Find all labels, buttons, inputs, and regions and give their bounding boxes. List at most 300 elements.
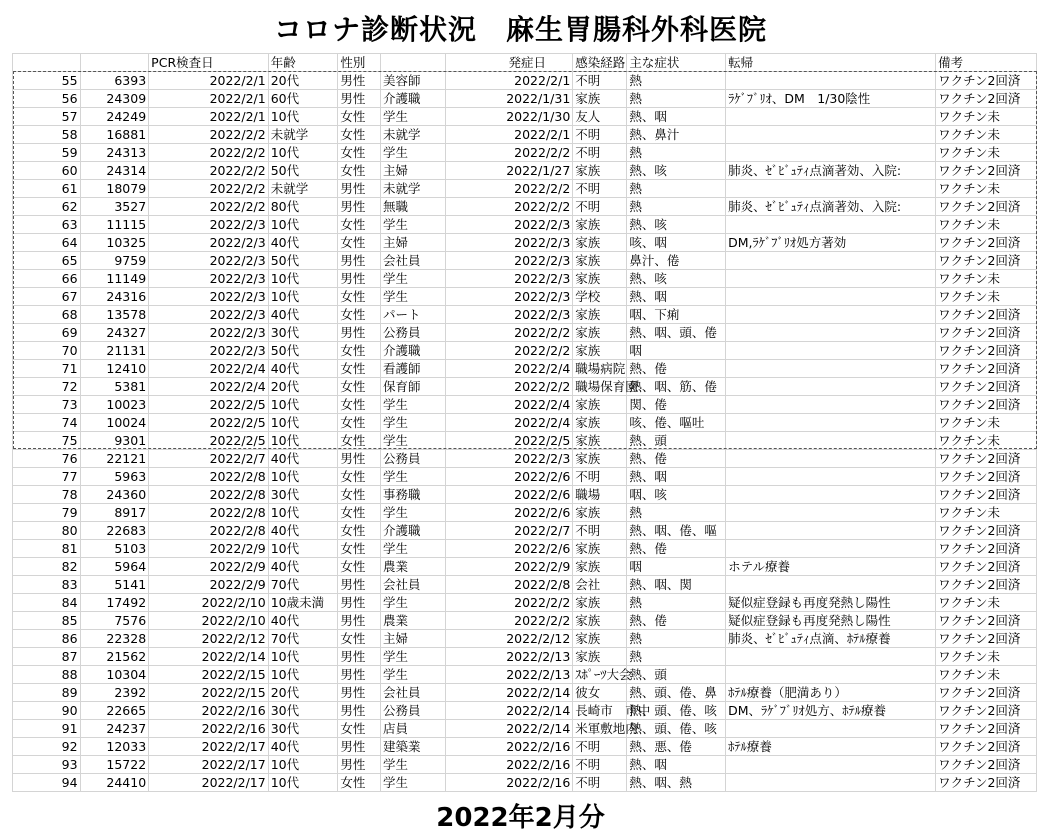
- pcr-date-cell[interactable]: 2022/2/5: [149, 396, 269, 414]
- onset-date-cell[interactable]: 2022/2/3: [446, 306, 573, 324]
- infection-route-cell[interactable]: 家族: [573, 90, 627, 108]
- patient-id-cell[interactable]: 22683: [80, 522, 149, 540]
- symptoms-cell[interactable]: 熱: [627, 198, 726, 216]
- remarks-cell[interactable]: ワクチン未: [936, 288, 1037, 306]
- age-cell[interactable]: 40代: [268, 360, 338, 378]
- case-number-cell[interactable]: 88: [13, 666, 81, 684]
- outcome-cell[interactable]: [726, 126, 936, 144]
- symptoms-cell[interactable]: 熱、倦: [627, 540, 726, 558]
- occupation-cell[interactable]: 学生: [380, 216, 445, 234]
- patient-id-cell[interactable]: 11149: [80, 270, 149, 288]
- patient-id-cell[interactable]: 24249: [80, 108, 149, 126]
- pcr-date-cell[interactable]: 2022/2/2: [149, 198, 269, 216]
- patient-id-cell[interactable]: 24360: [80, 486, 149, 504]
- case-number-cell[interactable]: 75: [13, 432, 81, 450]
- pcr-date-cell[interactable]: 2022/2/1: [149, 90, 269, 108]
- remarks-cell[interactable]: ワクチン2回済: [936, 90, 1037, 108]
- symptoms-cell[interactable]: 熱、頭: [627, 666, 726, 684]
- patient-id-cell[interactable]: 5141: [80, 576, 149, 594]
- occupation-cell[interactable]: 主婦: [380, 630, 445, 648]
- onset-date-cell[interactable]: 2022/2/2: [446, 180, 573, 198]
- sex-cell[interactable]: 男性: [338, 198, 381, 216]
- sex-cell[interactable]: 男性: [338, 594, 381, 612]
- occupation-cell[interactable]: 無職: [380, 198, 445, 216]
- case-number-cell[interactable]: 61: [13, 180, 81, 198]
- age-cell[interactable]: 30代: [268, 486, 338, 504]
- patient-id-cell[interactable]: 22328: [80, 630, 149, 648]
- remarks-cell[interactable]: ワクチン2回済: [936, 378, 1037, 396]
- symptoms-cell[interactable]: 熱、咽、倦、嘔: [627, 522, 726, 540]
- pcr-date-cell[interactable]: 2022/2/17: [149, 774, 269, 792]
- sex-cell[interactable]: 女性: [338, 360, 381, 378]
- occupation-cell[interactable]: 主婦: [380, 162, 445, 180]
- pcr-date-cell[interactable]: 2022/2/3: [149, 306, 269, 324]
- infection-route-cell[interactable]: 家族: [573, 540, 627, 558]
- remarks-cell[interactable]: ワクチン2回済: [936, 162, 1037, 180]
- case-number-cell[interactable]: 86: [13, 630, 81, 648]
- remarks-cell[interactable]: ワクチン2回済: [936, 450, 1037, 468]
- case-number-cell[interactable]: 73: [13, 396, 81, 414]
- patient-id-cell[interactable]: 2392: [80, 684, 149, 702]
- onset-date-cell[interactable]: 2022/2/14: [446, 720, 573, 738]
- case-number-cell[interactable]: 87: [13, 648, 81, 666]
- infection-route-cell[interactable]: 家族: [573, 450, 627, 468]
- sex-cell[interactable]: 女性: [338, 774, 381, 792]
- patient-id-cell[interactable]: 24410: [80, 774, 149, 792]
- onset-date-cell[interactable]: 2022/2/2: [446, 594, 573, 612]
- sex-cell[interactable]: 男性: [338, 738, 381, 756]
- symptoms-cell[interactable]: 熱、咽: [627, 288, 726, 306]
- remarks-cell[interactable]: ワクチン2回済: [936, 198, 1037, 216]
- patient-id-cell[interactable]: 24327: [80, 324, 149, 342]
- occupation-cell[interactable]: 学生: [380, 432, 445, 450]
- onset-date-cell[interactable]: 2022/2/3: [446, 288, 573, 306]
- age-cell[interactable]: 40代: [268, 450, 338, 468]
- occupation-cell[interactable]: 主婦: [380, 234, 445, 252]
- header-cell[interactable]: 発症日: [446, 54, 573, 72]
- symptoms-cell[interactable]: 熱、倦: [627, 360, 726, 378]
- symptoms-cell[interactable]: 熱、咳: [627, 270, 726, 288]
- remarks-cell[interactable]: ワクチン2回済: [936, 486, 1037, 504]
- header-cell[interactable]: PCR検査日: [149, 54, 269, 72]
- case-number-cell[interactable]: 82: [13, 558, 81, 576]
- symptoms-cell[interactable]: 熱: [627, 648, 726, 666]
- sex-cell[interactable]: 男性: [338, 612, 381, 630]
- patient-id-cell[interactable]: 24237: [80, 720, 149, 738]
- outcome-cell[interactable]: [726, 468, 936, 486]
- symptoms-cell[interactable]: 熱、咽: [627, 468, 726, 486]
- outcome-cell[interactable]: [726, 432, 936, 450]
- case-number-cell[interactable]: 71: [13, 360, 81, 378]
- patient-id-cell[interactable]: 5103: [80, 540, 149, 558]
- onset-date-cell[interactable]: 2022/2/7: [446, 522, 573, 540]
- pcr-date-cell[interactable]: 2022/2/2: [149, 126, 269, 144]
- remarks-cell[interactable]: ワクチン未: [936, 594, 1037, 612]
- symptoms-cell[interactable]: 咳、咽: [627, 234, 726, 252]
- onset-date-cell[interactable]: 2022/2/16: [446, 774, 573, 792]
- remarks-cell[interactable]: ワクチン2回済: [936, 576, 1037, 594]
- outcome-cell[interactable]: [726, 72, 936, 90]
- patient-id-cell[interactable]: 11115: [80, 216, 149, 234]
- symptoms-cell[interactable]: 熱、倦: [627, 450, 726, 468]
- sex-cell[interactable]: 女性: [338, 432, 381, 450]
- pcr-date-cell[interactable]: 2022/2/2: [149, 180, 269, 198]
- infection-route-cell[interactable]: 家族: [573, 612, 627, 630]
- age-cell[interactable]: 10代: [268, 648, 338, 666]
- symptoms-cell[interactable]: 熱: [627, 90, 726, 108]
- occupation-cell[interactable]: 美容師: [380, 72, 445, 90]
- onset-date-cell[interactable]: 2022/2/4: [446, 396, 573, 414]
- infection-route-cell[interactable]: 不明: [573, 72, 627, 90]
- remarks-cell[interactable]: ワクチン未: [936, 432, 1037, 450]
- infection-route-cell[interactable]: 不明: [573, 522, 627, 540]
- occupation-cell[interactable]: 学生: [380, 288, 445, 306]
- symptoms-cell[interactable]: 関、倦: [627, 396, 726, 414]
- onset-date-cell[interactable]: 2022/2/6: [446, 468, 573, 486]
- occupation-cell[interactable]: 介護職: [380, 90, 445, 108]
- case-number-cell[interactable]: 80: [13, 522, 81, 540]
- age-cell[interactable]: 10代: [268, 396, 338, 414]
- case-number-cell[interactable]: 65: [13, 252, 81, 270]
- age-cell[interactable]: 10代: [268, 270, 338, 288]
- pcr-date-cell[interactable]: 2022/2/14: [149, 648, 269, 666]
- onset-date-cell[interactable]: 2022/2/2: [446, 342, 573, 360]
- case-number-cell[interactable]: 79: [13, 504, 81, 522]
- pcr-date-cell[interactable]: 2022/2/9: [149, 576, 269, 594]
- occupation-cell[interactable]: 学生: [380, 414, 445, 432]
- sex-cell[interactable]: 男性: [338, 72, 381, 90]
- sex-cell[interactable]: 女性: [338, 342, 381, 360]
- pcr-date-cell[interactable]: 2022/2/3: [149, 234, 269, 252]
- patient-id-cell[interactable]: 16881: [80, 126, 149, 144]
- age-cell[interactable]: 10代: [268, 288, 338, 306]
- case-number-cell[interactable]: 58: [13, 126, 81, 144]
- outcome-cell[interactable]: [726, 270, 936, 288]
- pcr-date-cell[interactable]: 2022/2/3: [149, 342, 269, 360]
- outcome-cell[interactable]: [726, 486, 936, 504]
- pcr-date-cell[interactable]: 2022/2/15: [149, 684, 269, 702]
- infection-route-cell[interactable]: 彼女: [573, 684, 627, 702]
- age-cell[interactable]: 50代: [268, 162, 338, 180]
- outcome-cell[interactable]: DM,ﾗｹﾞﾌﾞﾘｵ処方著効: [726, 234, 936, 252]
- occupation-cell[interactable]: 学生: [380, 504, 445, 522]
- infection-route-cell[interactable]: 家族: [573, 306, 627, 324]
- patient-id-cell[interactable]: 9759: [80, 252, 149, 270]
- onset-date-cell[interactable]: 2022/2/13: [446, 666, 573, 684]
- case-number-cell[interactable]: 78: [13, 486, 81, 504]
- remarks-cell[interactable]: ワクチン2回済: [936, 558, 1037, 576]
- symptoms-cell[interactable]: 熱、頭、倦、鼻: [627, 684, 726, 702]
- infection-route-cell[interactable]: 不明: [573, 144, 627, 162]
- patient-id-cell[interactable]: 24316: [80, 288, 149, 306]
- case-number-cell[interactable]: 89: [13, 684, 81, 702]
- outcome-cell[interactable]: [726, 378, 936, 396]
- age-cell[interactable]: 80代: [268, 198, 338, 216]
- pcr-date-cell[interactable]: 2022/2/4: [149, 360, 269, 378]
- outcome-cell[interactable]: 疑似症登録も再度発熱し陽性: [726, 612, 936, 630]
- outcome-cell[interactable]: [726, 342, 936, 360]
- pcr-date-cell[interactable]: 2022/2/3: [149, 270, 269, 288]
- case-number-cell[interactable]: 55: [13, 72, 81, 90]
- sex-cell[interactable]: 女性: [338, 540, 381, 558]
- onset-date-cell[interactable]: 2022/2/6: [446, 486, 573, 504]
- case-number-cell[interactable]: 63: [13, 216, 81, 234]
- case-number-cell[interactable]: 56: [13, 90, 81, 108]
- infection-route-cell[interactable]: 家族: [573, 630, 627, 648]
- remarks-cell[interactable]: ワクチン未: [936, 666, 1037, 684]
- pcr-date-cell[interactable]: 2022/2/8: [149, 504, 269, 522]
- sex-cell[interactable]: 男性: [338, 702, 381, 720]
- case-number-cell[interactable]: 77: [13, 468, 81, 486]
- pcr-date-cell[interactable]: 2022/2/9: [149, 540, 269, 558]
- sex-cell[interactable]: 女性: [338, 288, 381, 306]
- age-cell[interactable]: 10代: [268, 108, 338, 126]
- occupation-cell[interactable]: 学生: [380, 594, 445, 612]
- occupation-cell[interactable]: 農業: [380, 558, 445, 576]
- case-number-cell[interactable]: 57: [13, 108, 81, 126]
- onset-date-cell[interactable]: 2022/2/2: [446, 324, 573, 342]
- age-cell[interactable]: 10代: [268, 774, 338, 792]
- infection-route-cell[interactable]: 学校: [573, 288, 627, 306]
- pcr-date-cell[interactable]: 2022/2/5: [149, 414, 269, 432]
- onset-date-cell[interactable]: 2022/1/30: [446, 108, 573, 126]
- patient-id-cell[interactable]: 10304: [80, 666, 149, 684]
- pcr-date-cell[interactable]: 2022/2/3: [149, 216, 269, 234]
- patient-id-cell[interactable]: 18079: [80, 180, 149, 198]
- pcr-date-cell[interactable]: 2022/2/1: [149, 108, 269, 126]
- symptoms-cell[interactable]: 熱: [627, 180, 726, 198]
- symptoms-cell[interactable]: 熱、咽: [627, 108, 726, 126]
- onset-date-cell[interactable]: 2022/1/31: [446, 90, 573, 108]
- remarks-cell[interactable]: ワクチン2回済: [936, 630, 1037, 648]
- infection-route-cell[interactable]: 家族: [573, 252, 627, 270]
- onset-date-cell[interactable]: 2022/2/4: [446, 360, 573, 378]
- age-cell[interactable]: 30代: [268, 720, 338, 738]
- remarks-cell[interactable]: ワクチン未: [936, 180, 1037, 198]
- occupation-cell[interactable]: 農業: [380, 612, 445, 630]
- onset-date-cell[interactable]: 2022/2/5: [446, 432, 573, 450]
- remarks-cell[interactable]: ワクチン2回済: [936, 774, 1037, 792]
- case-number-cell[interactable]: 60: [13, 162, 81, 180]
- patient-id-cell[interactable]: 5381: [80, 378, 149, 396]
- outcome-cell[interactable]: [726, 756, 936, 774]
- sex-cell[interactable]: 女性: [338, 414, 381, 432]
- occupation-cell[interactable]: 学生: [380, 144, 445, 162]
- sex-cell[interactable]: 男性: [338, 180, 381, 198]
- age-cell[interactable]: 50代: [268, 342, 338, 360]
- case-number-cell[interactable]: 68: [13, 306, 81, 324]
- case-number-cell[interactable]: 81: [13, 540, 81, 558]
- age-cell[interactable]: 30代: [268, 702, 338, 720]
- symptoms-cell[interactable]: 熱: [627, 594, 726, 612]
- outcome-cell[interactable]: [726, 216, 936, 234]
- pcr-date-cell[interactable]: 2022/2/15: [149, 666, 269, 684]
- patient-id-cell[interactable]: 21562: [80, 648, 149, 666]
- occupation-cell[interactable]: 会社員: [380, 252, 445, 270]
- pcr-date-cell[interactable]: 2022/2/2: [149, 162, 269, 180]
- sex-cell[interactable]: 女性: [338, 108, 381, 126]
- pcr-date-cell[interactable]: 2022/2/16: [149, 702, 269, 720]
- onset-date-cell[interactable]: 2022/2/12: [446, 630, 573, 648]
- sex-cell[interactable]: 女性: [338, 378, 381, 396]
- pcr-date-cell[interactable]: 2022/2/4: [149, 378, 269, 396]
- occupation-cell[interactable]: 未就学: [380, 180, 445, 198]
- symptoms-cell[interactable]: 熱、咽、頭、倦: [627, 324, 726, 342]
- outcome-cell[interactable]: [726, 360, 936, 378]
- onset-date-cell[interactable]: 2022/2/3: [446, 216, 573, 234]
- patient-id-cell[interactable]: 7576: [80, 612, 149, 630]
- remarks-cell[interactable]: ワクチン未: [936, 270, 1037, 288]
- onset-date-cell[interactable]: 2022/2/8: [446, 576, 573, 594]
- sex-cell[interactable]: 女性: [338, 630, 381, 648]
- infection-route-cell[interactable]: 不明: [573, 468, 627, 486]
- age-cell[interactable]: 10代: [268, 468, 338, 486]
- age-cell[interactable]: 10代: [268, 144, 338, 162]
- symptoms-cell[interactable]: 咽: [627, 342, 726, 360]
- outcome-cell[interactable]: [726, 108, 936, 126]
- symptoms-cell[interactable]: 熱: [627, 630, 726, 648]
- case-number-cell[interactable]: 94: [13, 774, 81, 792]
- header-cell[interactable]: [13, 54, 81, 72]
- symptoms-cell[interactable]: 熱、鼻汁: [627, 126, 726, 144]
- onset-date-cell[interactable]: 2022/2/4: [446, 414, 573, 432]
- onset-date-cell[interactable]: 2022/1/27: [446, 162, 573, 180]
- infection-route-cell[interactable]: 米軍敷地内: [573, 720, 627, 738]
- symptoms-cell[interactable]: 鼻汁、倦: [627, 252, 726, 270]
- outcome-cell[interactable]: 肺炎、ｾﾞﾋﾞｭﾃｨ点滴著効、入院:: [726, 162, 936, 180]
- infection-route-cell[interactable]: 家族: [573, 324, 627, 342]
- pcr-date-cell[interactable]: 2022/2/9: [149, 558, 269, 576]
- infection-route-cell[interactable]: 不明: [573, 774, 627, 792]
- symptoms-cell[interactable]: 咽、下痢: [627, 306, 726, 324]
- sex-cell[interactable]: 女性: [338, 558, 381, 576]
- occupation-cell[interactable]: 学生: [380, 774, 445, 792]
- pcr-date-cell[interactable]: 2022/2/3: [149, 324, 269, 342]
- sex-cell[interactable]: 女性: [338, 504, 381, 522]
- patient-id-cell[interactable]: 21131: [80, 342, 149, 360]
- occupation-cell[interactable]: 学生: [380, 270, 445, 288]
- outcome-cell[interactable]: ﾎﾃﾙ療養（肥満あり）: [726, 684, 936, 702]
- occupation-cell[interactable]: 未就学: [380, 126, 445, 144]
- infection-route-cell[interactable]: ｽﾎﾟｰﾂ大会: [573, 666, 627, 684]
- occupation-cell[interactable]: 学生: [380, 468, 445, 486]
- remarks-cell[interactable]: ワクチン2回済: [936, 684, 1037, 702]
- infection-route-cell[interactable]: 職場: [573, 486, 627, 504]
- case-number-cell[interactable]: 76: [13, 450, 81, 468]
- pcr-date-cell[interactable]: 2022/2/1: [149, 72, 269, 90]
- symptoms-cell[interactable]: 熱、倦: [627, 612, 726, 630]
- infection-route-cell[interactable]: 職場保育園: [573, 378, 627, 396]
- case-number-cell[interactable]: 72: [13, 378, 81, 396]
- occupation-cell[interactable]: 介護職: [380, 342, 445, 360]
- pcr-date-cell[interactable]: 2022/2/10: [149, 594, 269, 612]
- infection-route-cell[interactable]: 不明: [573, 198, 627, 216]
- infection-route-cell[interactable]: 家族: [573, 648, 627, 666]
- infection-route-cell[interactable]: 不明: [573, 126, 627, 144]
- patient-id-cell[interactable]: 24309: [80, 90, 149, 108]
- sex-cell[interactable]: 女性: [338, 126, 381, 144]
- occupation-cell[interactable]: 会社員: [380, 684, 445, 702]
- remarks-cell[interactable]: ワクチン2回済: [936, 396, 1037, 414]
- onset-date-cell[interactable]: 2022/2/9: [446, 558, 573, 576]
- age-cell[interactable]: 10代: [268, 216, 338, 234]
- outcome-cell[interactable]: [726, 504, 936, 522]
- age-cell[interactable]: 40代: [268, 306, 338, 324]
- pcr-date-cell[interactable]: 2022/2/17: [149, 738, 269, 756]
- sex-cell[interactable]: 男性: [338, 684, 381, 702]
- case-number-cell[interactable]: 91: [13, 720, 81, 738]
- sex-cell[interactable]: 女性: [338, 234, 381, 252]
- symptoms-cell[interactable]: 熱、咳: [627, 216, 726, 234]
- patient-id-cell[interactable]: 10024: [80, 414, 149, 432]
- occupation-cell[interactable]: 建築業: [380, 738, 445, 756]
- onset-date-cell[interactable]: 2022/2/6: [446, 540, 573, 558]
- sex-cell[interactable]: 男性: [338, 576, 381, 594]
- outcome-cell[interactable]: [726, 576, 936, 594]
- pcr-date-cell[interactable]: 2022/2/8: [149, 486, 269, 504]
- case-number-cell[interactable]: 70: [13, 342, 81, 360]
- onset-date-cell[interactable]: 2022/2/16: [446, 738, 573, 756]
- occupation-cell[interactable]: 学生: [380, 666, 445, 684]
- sex-cell[interactable]: 女性: [338, 522, 381, 540]
- outcome-cell[interactable]: [726, 306, 936, 324]
- age-cell[interactable]: 10代: [268, 540, 338, 558]
- pcr-date-cell[interactable]: 2022/2/2: [149, 144, 269, 162]
- onset-date-cell[interactable]: 2022/2/13: [446, 648, 573, 666]
- sex-cell[interactable]: 女性: [338, 720, 381, 738]
- sex-cell[interactable]: 男性: [338, 90, 381, 108]
- age-cell[interactable]: 10代: [268, 504, 338, 522]
- occupation-cell[interactable]: 会社員: [380, 576, 445, 594]
- infection-route-cell[interactable]: 長崎市 市中: [573, 702, 627, 720]
- patient-id-cell[interactable]: 17492: [80, 594, 149, 612]
- sex-cell[interactable]: 男性: [338, 324, 381, 342]
- patient-id-cell[interactable]: 12410: [80, 360, 149, 378]
- age-cell[interactable]: 10代: [268, 666, 338, 684]
- symptoms-cell[interactable]: 熱: [627, 144, 726, 162]
- age-cell[interactable]: 10代: [268, 414, 338, 432]
- sex-cell[interactable]: 女性: [338, 468, 381, 486]
- patient-id-cell[interactable]: 22665: [80, 702, 149, 720]
- outcome-cell[interactable]: ﾗｹﾞﾌﾞﾘｵ、DM 1/30陰性: [726, 90, 936, 108]
- patient-id-cell[interactable]: 9301: [80, 432, 149, 450]
- occupation-cell[interactable]: 学生: [380, 756, 445, 774]
- infection-route-cell[interactable]: 不明: [573, 756, 627, 774]
- remarks-cell[interactable]: ワクチン2回済: [936, 306, 1037, 324]
- sex-cell[interactable]: 女性: [338, 306, 381, 324]
- remarks-cell[interactable]: ワクチン未: [936, 216, 1037, 234]
- age-cell[interactable]: 20代: [268, 378, 338, 396]
- remarks-cell[interactable]: ワクチン2回済: [936, 360, 1037, 378]
- outcome-cell[interactable]: 肺炎、ｾﾞﾋﾞｭﾃｨ点滴、ﾎﾃﾙ療養: [726, 630, 936, 648]
- age-cell[interactable]: 40代: [268, 234, 338, 252]
- remarks-cell[interactable]: ワクチン未: [936, 144, 1037, 162]
- occupation-cell[interactable]: 保育師: [380, 378, 445, 396]
- patient-id-cell[interactable]: 22121: [80, 450, 149, 468]
- header-cell[interactable]: 感染経路: [573, 54, 627, 72]
- outcome-cell[interactable]: [726, 450, 936, 468]
- pcr-date-cell[interactable]: 2022/2/17: [149, 756, 269, 774]
- outcome-cell[interactable]: [726, 720, 936, 738]
- occupation-cell[interactable]: 公務員: [380, 450, 445, 468]
- infection-route-cell[interactable]: 家族: [573, 558, 627, 576]
- infection-route-cell[interactable]: 家族: [573, 342, 627, 360]
- outcome-cell[interactable]: ホテル療養: [726, 558, 936, 576]
- outcome-cell[interactable]: [726, 540, 936, 558]
- symptoms-cell[interactable]: 熱、頭、倦、咳: [627, 702, 726, 720]
- occupation-cell[interactable]: 公務員: [380, 324, 445, 342]
- header-cell[interactable]: 備考: [936, 54, 1037, 72]
